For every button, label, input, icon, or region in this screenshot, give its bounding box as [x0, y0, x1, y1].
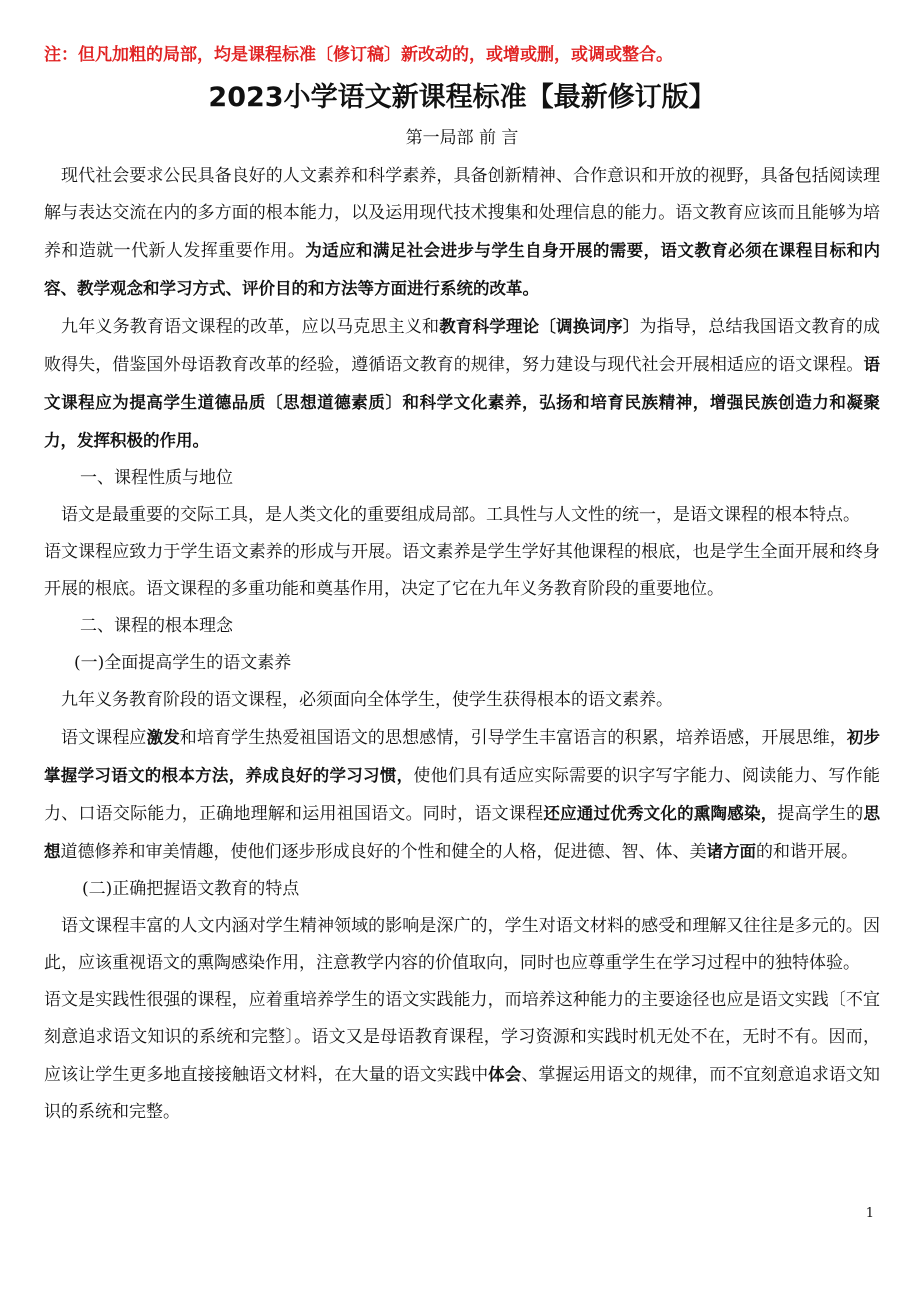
paragraph-nature-2: 语文课程应致力于学生语文素养的形成与开展。语文素养是学生学好其他课程的根底，也是学生全面开展和终身开展的根底。语文课程的多重功能和奠基作用，决定了它在九年义务教育阶段的重要地位。	[44, 542, 880, 599]
paragraph-nature-1: 语文是最重要的交际工具，是人类文化的重要组成局部。工具性与人文性的统一，是语文课程的根本特点。	[61, 505, 860, 525]
bold-revision: 还应通过优秀文化的熏陶感染，	[543, 804, 778, 823]
bold-revision: 激发	[146, 728, 180, 747]
revision-note: 注：但凡加粗的局部，均是课程标准〔修订稿〕新改动的，或增或删，或调或整合。	[44, 45, 673, 65]
bold-revision: 教育科学理论〔调换词序〕	[439, 317, 640, 336]
part-heading: 第一局部 前 言	[405, 128, 519, 148]
section-heading-concepts: 二、课程的根本理念	[80, 616, 233, 636]
paragraph-characteristics-1: 语文课程丰富的人文内涵对学生精神领域的影响是深广的，学生对语文材料的感受和理解又往往是多元的。因此，应该重视语文的熏陶感染作用，注意教学内容的价值取向，同时也应尊重学生在学习过程中的独特体验。	[44, 916, 880, 973]
bold-revision: 体会	[488, 1065, 522, 1084]
bold-revision: 语文课程应为提高学生道德品质〔思想道德素质〕和科学文化素养，弘扬和培育民族精神，增强民族创造力和凝聚力，发挥积极的作用。	[44, 355, 880, 450]
bold-revision: 为适应和满足社会进步与学生自身开展的需要，语文教育必须在课程目标和内容、教学观念和学习方式、评价目的和方法等方面进行系统的改革。	[44, 241, 881, 298]
paragraph-intro	[44, 158, 880, 308]
paragraph-literacy-2	[44, 719, 880, 871]
subsection-heading-literacy: (一)全面提高学生的语文素养	[74, 653, 292, 673]
paragraph-text: 语文是实践性很强的课程，应着重培养学生的语文实践能力，而培养这种能力的主要途径也应是语文实践〔不宜刻意追求语文知识的系统和完整〕。语文又是母语教育课程，学习资源和实践时机无处不在，无时不有。因而，应该让学生更多地直接接触语文材料，在大量的语文实践中	[44, 990, 880, 1085]
document-title: 2023小学语文新课程标准【最新修订版】	[208, 82, 716, 113]
paragraph-text: 的和谐开展。	[756, 842, 858, 862]
bold-revision: 思想	[44, 804, 880, 861]
paragraph-text: 提高学生的	[777, 804, 864, 824]
bold-revision: 诸方面	[706, 842, 756, 861]
section-heading-nature: 一、课程性质与地位	[80, 468, 233, 488]
paragraph-literacy-1: 九年义务教育阶段的语文课程，必须面向全体学生，使学生获得根本的语文素养。	[61, 690, 673, 710]
subsection-heading-characteristics: (二)正确把握语文教育的特点	[82, 879, 300, 899]
paragraph-text: 语文课程应	[61, 728, 147, 748]
page-number: 1	[865, 1206, 874, 1221]
paragraph-text: 道德修养和审美情趣，使他们逐步形成良好的个性和健全的人格，促进德、智、体、美	[60, 842, 707, 862]
paragraph-text: 和培育学生热爱祖国语文的思想感情，引导学生丰富语言的积累，培养语感，开展思维，	[179, 728, 847, 748]
paragraph-text: 为指导，总结我国语文教育的成败得失，借鉴国外母语教育改革的经验，遵循语文教育的规律，努力建设与现代社会开展相适应的语文课程。	[44, 317, 881, 375]
paragraph-text: 、掌握运用语文的规律，而不宜刻意追求语文知识的系统和完整。	[44, 1065, 881, 1122]
paragraph-text: 使他们具有适应实际需要的识字写字能力、阅读能力、写作能力、口语交际能力，正确地理解和运用祖国语文。同时，语文课程	[44, 766, 881, 824]
paragraph-text: 九年义务教育语文课程的改革，应以马克思主义和	[61, 317, 440, 337]
paragraph-text: 现代社会要求公民具备良好的人文素养和科学素养，具备创新精神、合作意识和开放的视野，具备包括阅读理解与表达交流在内的多方面的根本能力，以及运用现代技术搜集和处理信息的能力。语文教育应该而且能够为培养和造就一代新人发挥重要作用。	[44, 166, 880, 261]
paragraph-characteristics-2	[44, 982, 880, 1131]
paragraph-reform	[44, 308, 880, 460]
bold-revision: 初步掌握学习语文的根本方法，养成良好的学习习惯，	[44, 728, 881, 785]
